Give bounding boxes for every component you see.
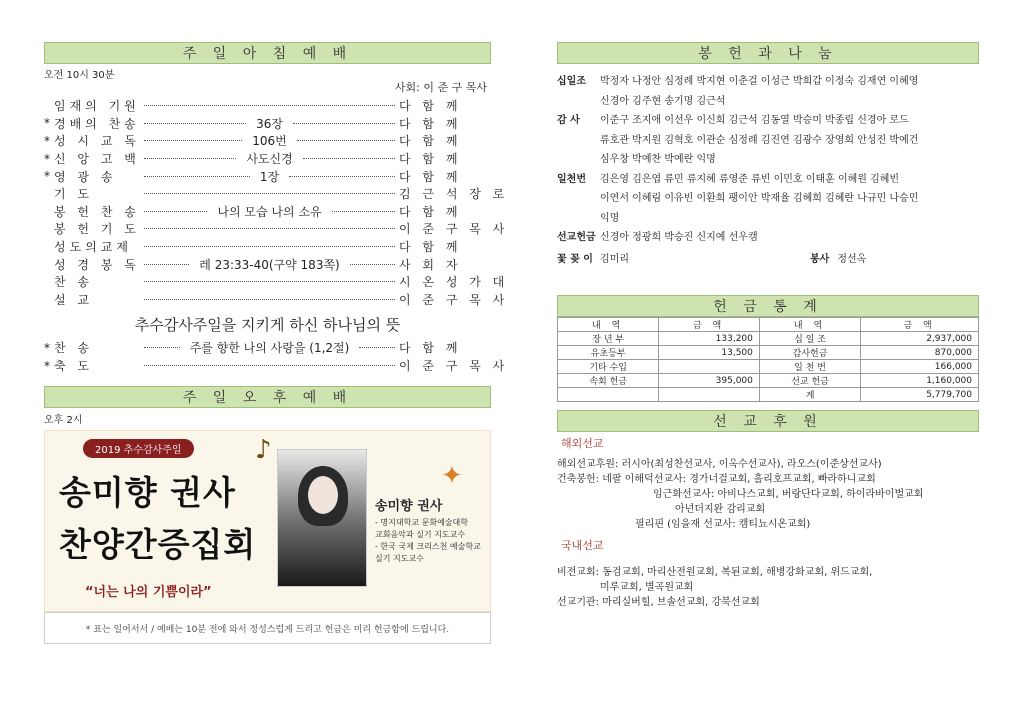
offering-line	[557, 189, 979, 209]
table-cell: 장 년 부	[558, 332, 659, 346]
service-name: 정선옥	[837, 253, 867, 265]
item-leader: 시 온 성 가 대	[399, 275, 509, 290]
item-label: 신 앙 고 백	[54, 152, 140, 167]
worship-item	[44, 238, 491, 256]
mission-line: 아넌더지완 감리교회	[675, 504, 766, 515]
table-cell: 유초등부	[558, 346, 659, 360]
table-cell: 속회 헌금	[558, 374, 659, 388]
worship-item	[44, 291, 509, 309]
offering-line	[557, 92, 979, 112]
morning-time: 오전 10시 30분	[44, 70, 115, 81]
item-label: 성 경 봉 독	[54, 257, 140, 272]
item-detail: 레 23:33-40(구약 183쪽)	[199, 257, 340, 272]
table-cell	[659, 360, 760, 374]
worship-item	[44, 97, 491, 115]
offering-line	[557, 209, 979, 229]
offering-names: 익명	[600, 212, 620, 224]
offering-label: 십일조	[557, 76, 586, 87]
offering-label: 일천번	[557, 173, 586, 185]
order-of-worship	[44, 97, 509, 308]
music-note-icon: ♪	[255, 435, 272, 466]
worship-item	[44, 220, 509, 238]
item-label: 기 도	[54, 187, 93, 202]
closing-order	[44, 339, 509, 374]
item-label: 찬 송	[54, 341, 93, 356]
mission-line: 비전교회: 동검교회, 마리산전원교회, 복된교회, 해병강화교회, 위드교회,	[557, 567, 873, 578]
table-cell: 일 천 번	[759, 360, 860, 374]
afternoon-time: 오후 2시	[44, 415, 83, 427]
table-cell: 5,779,700	[861, 388, 979, 402]
table-header: 금 액	[659, 318, 760, 332]
item-leader: 다 함 께	[399, 152, 462, 167]
finance-table	[557, 317, 979, 402]
item-leader: 이 준 구 목 사	[399, 222, 509, 237]
offering-names: 류호관 박지원 김혁호 이관순 심정례 김진연 김광수 장영희 안성진 박예건	[600, 134, 919, 146]
offering-label: 감 사	[557, 115, 580, 126]
item-leader: 다 함 께	[399, 169, 462, 184]
item-detail: 1장	[259, 169, 280, 184]
mission-line: 필리핀 (임을재 선교사: 캠티뇨시온교회)	[635, 519, 811, 530]
table-cell: 13,500	[659, 346, 760, 360]
item-label: 봉 헌 찬 송	[54, 204, 140, 219]
event-banner	[44, 430, 491, 612]
table-cell: 133,200	[659, 332, 760, 346]
worship-item	[44, 185, 509, 203]
item-detail: 사도신경	[246, 152, 293, 167]
mission-section	[557, 436, 979, 610]
item-label: 임재의 기원	[54, 99, 140, 114]
item-leader: 다 함 께	[399, 116, 462, 131]
offering-line	[557, 228, 979, 248]
table-cell: 선교 헌금	[759, 374, 860, 388]
worship-item	[44, 357, 509, 375]
table-cell: 십 일 조	[759, 332, 860, 346]
mission-line: 임근화선교사: 아비나스교회, 버랑단다교회, 하이라바이벌교회	[653, 489, 924, 500]
item-leader: 김 근 석 장 로	[399, 187, 509, 202]
offering-line	[557, 170, 979, 190]
offering-names: 신경아 김주현 송기명 김근석	[600, 95, 726, 107]
item-leader: 이 준 구 목 사	[399, 359, 509, 374]
item-label: 축 도	[54, 359, 93, 374]
worship-item	[44, 203, 491, 221]
host: 사회: 이 준 구 목사	[394, 81, 487, 94]
overseas-heading: 해외선교	[561, 437, 604, 450]
offering-names: 이준구 조지애 이선우 이신희 김근석 김동열 박승미 박종립 신경아 로드	[600, 115, 909, 126]
worship-item	[44, 115, 491, 133]
offering-label: 선교헌금	[557, 232, 596, 243]
table-header: 내 역	[759, 318, 860, 332]
item-leader: 사 회 자	[399, 257, 462, 272]
left-column	[44, 42, 509, 644]
mission-title: 선 교 후 원	[557, 410, 979, 432]
leaf-icon: ✦	[441, 461, 463, 492]
offering-names: 이연서 이혜림 이유빈 이환희 팽이안 박재율 김혜희 김혜란 나규민 나승민	[600, 193, 919, 204]
item-leader: 이 준 구 목 사	[399, 292, 509, 307]
service-label: 봉사	[810, 253, 830, 265]
item-label: 경배의 찬송	[54, 116, 140, 131]
person-description: - 명지대학교 문화예술대학 교회음악과 실기 지도교수 - 한국 국제 크리스천 예술학교 실기 지도교수	[375, 518, 481, 564]
mission-line: 선교기관: 마리실버힐, 브솔선교회, 강북선교회	[557, 597, 760, 608]
item-label: 설 교	[54, 292, 93, 307]
sermon-title: 추수감사주일을 지키게 하신 하나님의 뜻	[134, 316, 401, 335]
item-label: 성 시 교 독	[54, 134, 140, 149]
table-cell: 166,000	[861, 360, 979, 374]
table-cell: 감사헌금	[759, 346, 860, 360]
item-detail: 주를 향한 나의 사랑을 (1,2절)	[189, 341, 350, 356]
flower-label: 꽃 꽂 이	[557, 253, 593, 265]
table-cell	[659, 388, 760, 402]
item-leader: 다 함 께	[399, 134, 462, 149]
table-cell: 395,000	[659, 374, 760, 388]
table-cell: 1,160,000	[861, 374, 979, 388]
mission-line: 해외선교후원: 러시아(최성찬선교사, 이옥수선교사), 라오스(이준상선교사)	[557, 459, 882, 470]
domestic-heading: 국내선교	[561, 539, 604, 552]
banner-line1: 송미향 권사	[59, 473, 236, 513]
table-cell: 870,000	[861, 346, 979, 360]
item-label: 찬 송	[54, 275, 93, 290]
banner-quote: “너는 나의 기쁨이라”	[85, 585, 212, 601]
banner-pill: 2019 추수감사주일	[83, 439, 194, 458]
item-label: 성도의교제	[54, 240, 132, 255]
table-row	[558, 360, 979, 374]
table-cell: 기타 수입	[558, 360, 659, 374]
offering-names: 심우창 박예찬 박예란 익명	[600, 154, 716, 165]
offering-names: 신경아 정광희 박승진 신지예 선우캠	[600, 232, 758, 243]
person-name: 송미향 권사	[375, 499, 443, 515]
stand-mark: *	[44, 169, 50, 184]
table-row	[558, 346, 979, 360]
item-detail: 나의 모습 나의 소유	[217, 204, 322, 219]
person-photo	[277, 449, 367, 587]
offering-title: 봉 헌 과 나 눔	[557, 42, 979, 64]
stand-mark: *	[44, 133, 50, 148]
offering-line	[557, 131, 979, 151]
finance-title: 헌 금 통 계	[557, 295, 979, 317]
stand-mark: *	[44, 340, 50, 355]
worship-item	[44, 132, 491, 150]
table-row	[558, 332, 979, 346]
table-cell: 2,937,000	[861, 332, 979, 346]
worship-item	[44, 150, 491, 168]
notice: * 표는 일어서서 / 예배는 10분 전에 와서 정성스럽게 드리고 헌금은 미리 헌금함에 드립니다.	[44, 612, 491, 644]
worship-item	[44, 273, 509, 291]
flower-name: 김미리	[600, 253, 629, 265]
table-cell	[558, 388, 659, 402]
mission-line: 건축봉헌: 네팔 이해덕선교사: 경가너걸교회, 흘리호프교회, 빠라하니교회	[557, 474, 876, 485]
stand-mark: *	[44, 151, 50, 166]
afternoon-worship-title: 주 일 오 후 예 배	[44, 386, 491, 408]
item-detail: 106번	[252, 134, 287, 149]
table-header: 내 역	[558, 318, 659, 332]
offering-line	[557, 111, 979, 131]
worship-item	[44, 255, 491, 273]
item-detail: 36장	[256, 116, 283, 131]
right-column	[557, 42, 979, 610]
flower-service-row	[557, 250, 979, 270]
offering-names: 박정자 나정안 심정례 박지현 이춘걸 이성근 박희갑 이정숙 김재연 이혜영	[600, 76, 919, 87]
item-leader: 다 함 께	[399, 204, 462, 219]
morning-worship-title: 주 일 아 침 예 배	[44, 42, 491, 64]
table-row	[558, 388, 979, 402]
table-cell: 계	[759, 388, 860, 402]
item-label: 봉 헌 기 도	[54, 222, 140, 237]
table-row	[558, 374, 979, 388]
item-leader: 다 함 께	[399, 341, 462, 356]
banner-line2: 찬양간증집회	[59, 525, 257, 565]
item-leader: 다 함 께	[399, 240, 462, 255]
worship-item	[44, 339, 491, 357]
offering-names: 김은영 김은엽 류민 류지혜 류영준 류빈 이민호 이태훈 이혜원 김혜빈	[600, 173, 900, 185]
stand-mark: *	[44, 116, 50, 131]
stand-mark: *	[44, 358, 50, 373]
worship-item	[44, 167, 491, 185]
item-leader: 다 함 께	[399, 99, 462, 114]
offering-line	[557, 150, 979, 170]
offering-line	[557, 72, 979, 92]
item-label: 영 광 송	[54, 169, 117, 184]
table-header: 금 액	[861, 318, 979, 332]
mission-line: 미루교회, 별곡원교회	[600, 582, 694, 593]
offering-list	[557, 72, 979, 248]
